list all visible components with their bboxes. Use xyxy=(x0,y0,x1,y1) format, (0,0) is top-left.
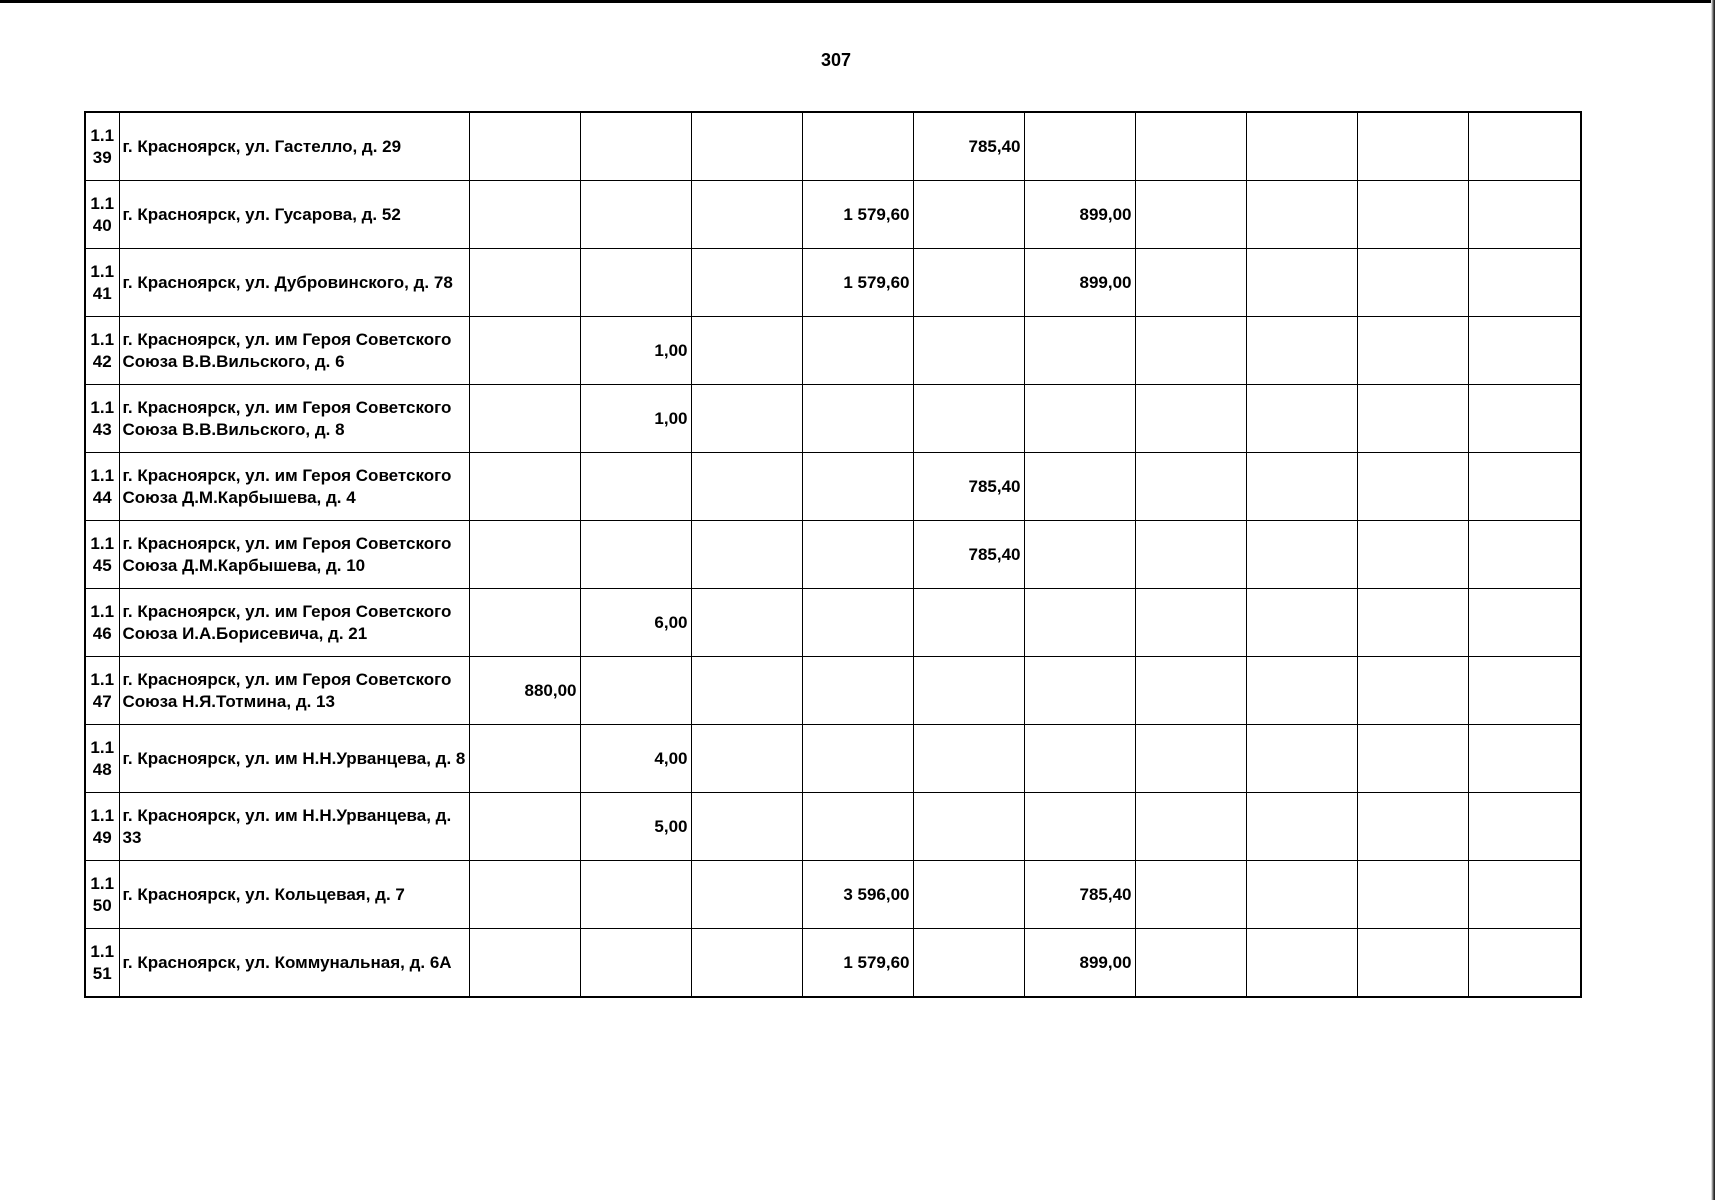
value-cell-col-1 xyxy=(469,249,580,317)
value-cell-col-10 xyxy=(1468,181,1581,249)
value-cell-col-6 xyxy=(1024,657,1135,725)
table-row xyxy=(85,112,1581,181)
value-cell-col-3 xyxy=(691,725,802,793)
scan-edge-right xyxy=(1711,0,1715,1200)
address-cell: г. Красноярск, ул. Гастелло, д. 29 xyxy=(119,112,469,181)
table-row xyxy=(85,657,1581,725)
value-cell-col-4: 3 596,00 xyxy=(802,861,913,929)
value-cell-col-6 xyxy=(1024,793,1135,861)
scan-edge-top xyxy=(0,0,1715,3)
value-cell-col-3 xyxy=(691,181,802,249)
table-row xyxy=(85,453,1581,521)
value-cell-col-1 xyxy=(469,589,580,657)
value-cell-col-7 xyxy=(1135,249,1246,317)
table-row xyxy=(85,249,1581,317)
value-cell-col-8 xyxy=(1246,929,1357,998)
row-number-cell: 1.1 41 xyxy=(85,249,119,317)
value-cell-col-10 xyxy=(1468,861,1581,929)
value-cell-col-8 xyxy=(1246,385,1357,453)
value-cell-col-1 xyxy=(469,861,580,929)
table-row xyxy=(85,861,1581,929)
value-cell-col-6 xyxy=(1024,521,1135,589)
value-cell-col-7 xyxy=(1135,112,1246,181)
value-cell-col-4 xyxy=(802,589,913,657)
value-cell-col-5 xyxy=(913,929,1024,998)
value-cell-col-3 xyxy=(691,793,802,861)
value-cell-col-5 xyxy=(913,385,1024,453)
value-cell-col-5 xyxy=(913,657,1024,725)
value-cell-col-7 xyxy=(1135,861,1246,929)
value-cell-col-6: 899,00 xyxy=(1024,929,1135,998)
value-cell-col-8 xyxy=(1246,521,1357,589)
row-number-cell: 1.1 43 xyxy=(85,385,119,453)
value-cell-col-3 xyxy=(691,385,802,453)
value-cell-col-5 xyxy=(913,861,1024,929)
value-cell-col-1 xyxy=(469,181,580,249)
value-cell-col-2 xyxy=(580,453,691,521)
value-cell-col-4: 1 579,60 xyxy=(802,249,913,317)
value-cell-col-3 xyxy=(691,861,802,929)
address-cell: г. Красноярск, ул. им Героя Советского Союза И.А.Борисевича, д. 21 xyxy=(119,589,469,657)
value-cell-col-2 xyxy=(580,657,691,725)
table-row xyxy=(85,521,1581,589)
value-cell-col-7 xyxy=(1135,725,1246,793)
value-cell-col-2 xyxy=(580,181,691,249)
value-cell-col-7 xyxy=(1135,385,1246,453)
row-number-cell: 1.1 40 xyxy=(85,181,119,249)
value-cell-col-10 xyxy=(1468,521,1581,589)
value-cell-col-10 xyxy=(1468,385,1581,453)
value-cell-col-8 xyxy=(1246,112,1357,181)
value-cell-col-6: 899,00 xyxy=(1024,249,1135,317)
value-cell-col-2 xyxy=(580,929,691,998)
value-cell-col-8 xyxy=(1246,181,1357,249)
value-cell-col-6 xyxy=(1024,453,1135,521)
value-cell-col-9 xyxy=(1357,249,1468,317)
value-cell-col-1 xyxy=(469,725,580,793)
value-cell-col-8 xyxy=(1246,453,1357,521)
value-cell-col-1 xyxy=(469,929,580,998)
table-row xyxy=(85,181,1581,249)
value-cell-col-5 xyxy=(913,589,1024,657)
value-cell-col-3 xyxy=(691,929,802,998)
value-cell-col-7 xyxy=(1135,657,1246,725)
row-number-cell: 1.1 45 xyxy=(85,521,119,589)
value-cell-col-6 xyxy=(1024,589,1135,657)
value-cell-col-5: 785,40 xyxy=(913,112,1024,181)
value-cell-col-7 xyxy=(1135,317,1246,385)
address-cell: г. Красноярск, ул. Кольцевая, д. 7 xyxy=(119,861,469,929)
value-cell-col-5: 785,40 xyxy=(913,521,1024,589)
value-cell-col-2: 4,00 xyxy=(580,725,691,793)
value-cell-col-4 xyxy=(802,317,913,385)
value-cell-col-8 xyxy=(1246,589,1357,657)
value-cell-col-7 xyxy=(1135,929,1246,998)
row-number-cell: 1.1 39 xyxy=(85,112,119,181)
address-cell: г. Красноярск, ул. им Героя Советского Союза В.В.Вильского, д. 6 xyxy=(119,317,469,385)
table-row xyxy=(85,929,1581,998)
table-row xyxy=(85,385,1581,453)
row-number-cell: 1.1 47 xyxy=(85,657,119,725)
value-cell-col-10 xyxy=(1468,453,1581,521)
value-cell-col-4 xyxy=(802,453,913,521)
value-cell-col-4 xyxy=(802,725,913,793)
value-cell-col-6 xyxy=(1024,385,1135,453)
value-cell-col-5 xyxy=(913,793,1024,861)
value-cell-col-4: 1 579,60 xyxy=(802,929,913,998)
value-cell-col-1 xyxy=(469,793,580,861)
value-cell-col-8 xyxy=(1246,249,1357,317)
value-cell-col-1 xyxy=(469,521,580,589)
table-row xyxy=(85,317,1581,385)
value-cell-col-5 xyxy=(913,725,1024,793)
row-number-cell: 1.1 44 xyxy=(85,453,119,521)
value-cell-col-7 xyxy=(1135,453,1246,521)
value-cell-col-10 xyxy=(1468,317,1581,385)
value-cell-col-10 xyxy=(1468,249,1581,317)
value-cell-col-10 xyxy=(1468,929,1581,998)
value-cell-col-9 xyxy=(1357,453,1468,521)
value-cell-col-4: 1 579,60 xyxy=(802,181,913,249)
value-cell-col-3 xyxy=(691,589,802,657)
row-number-cell: 1.1 51 xyxy=(85,929,119,998)
value-cell-col-9 xyxy=(1357,929,1468,998)
table-row xyxy=(85,793,1581,861)
page-number: 307 xyxy=(820,50,852,70)
value-cell-col-9 xyxy=(1357,861,1468,929)
address-cell: г. Красноярск, ул. Гусарова, д. 52 xyxy=(119,181,469,249)
address-cell: г. Красноярск, ул. им Н.Н.Урванцева, д. 8 xyxy=(119,725,469,793)
value-cell-col-2: 1,00 xyxy=(580,317,691,385)
address-cell: г. Красноярск, ул. им Н.Н.Урванцева, д. 33 xyxy=(119,793,469,861)
value-cell-col-7 xyxy=(1135,589,1246,657)
value-cell-col-3 xyxy=(691,657,802,725)
value-cell-col-8 xyxy=(1246,657,1357,725)
value-cell-col-1 xyxy=(469,317,580,385)
value-cell-col-3 xyxy=(691,453,802,521)
table-body xyxy=(85,112,1581,997)
value-cell-col-8 xyxy=(1246,861,1357,929)
value-cell-col-2: 5,00 xyxy=(580,793,691,861)
value-cell-col-3 xyxy=(691,521,802,589)
row-number-cell: 1.1 49 xyxy=(85,793,119,861)
value-cell-col-6 xyxy=(1024,317,1135,385)
value-cell-col-5 xyxy=(913,249,1024,317)
value-cell-col-4 xyxy=(802,385,913,453)
address-cell: г. Красноярск, ул. им Героя Советского Союза Д.М.Карбышева, д. 10 xyxy=(119,521,469,589)
row-number-cell: 1.1 48 xyxy=(85,725,119,793)
value-cell-col-10 xyxy=(1468,793,1581,861)
value-cell-col-6: 899,00 xyxy=(1024,181,1135,249)
value-cell-col-2 xyxy=(580,249,691,317)
value-cell-col-5: 785,40 xyxy=(913,453,1024,521)
value-cell-col-10 xyxy=(1468,112,1581,181)
value-cell-col-9 xyxy=(1357,725,1468,793)
value-cell-col-1 xyxy=(469,112,580,181)
address-cell: г. Красноярск, ул. Дубровинского, д. 78 xyxy=(119,249,469,317)
value-cell-col-1 xyxy=(469,453,580,521)
value-cell-col-4 xyxy=(802,521,913,589)
value-cell-col-6 xyxy=(1024,112,1135,181)
value-cell-col-7 xyxy=(1135,793,1246,861)
value-cell-col-2: 1,00 xyxy=(580,385,691,453)
value-cell-col-10 xyxy=(1468,657,1581,725)
value-cell-col-3 xyxy=(691,317,802,385)
data-table xyxy=(84,111,1582,998)
value-cell-col-9 xyxy=(1357,589,1468,657)
value-cell-col-6 xyxy=(1024,725,1135,793)
value-cell-col-7 xyxy=(1135,521,1246,589)
value-cell-col-10 xyxy=(1468,725,1581,793)
value-cell-col-1 xyxy=(469,385,580,453)
value-cell-col-2: 6,00 xyxy=(580,589,691,657)
value-cell-col-5 xyxy=(913,317,1024,385)
value-cell-col-4 xyxy=(802,793,913,861)
value-cell-col-2 xyxy=(580,521,691,589)
value-cell-col-8 xyxy=(1246,725,1357,793)
address-cell: г. Красноярск, ул. им Героя Советского Союза Д.М.Карбышева, д. 4 xyxy=(119,453,469,521)
value-cell-col-5 xyxy=(913,181,1024,249)
value-cell-col-9 xyxy=(1357,521,1468,589)
row-number-cell: 1.1 42 xyxy=(85,317,119,385)
value-cell-col-9 xyxy=(1357,657,1468,725)
value-cell-col-9 xyxy=(1357,181,1468,249)
value-cell-col-2 xyxy=(580,861,691,929)
address-cell: г. Красноярск, ул. им Героя Советского Союза Н.Я.Тотмина, д. 13 xyxy=(119,657,469,725)
value-cell-col-7 xyxy=(1135,181,1246,249)
value-cell-col-3 xyxy=(691,112,802,181)
value-cell-col-9 xyxy=(1357,112,1468,181)
row-number-cell: 1.1 50 xyxy=(85,861,119,929)
value-cell-col-6: 785,40 xyxy=(1024,861,1135,929)
value-cell-col-9 xyxy=(1357,793,1468,861)
value-cell-col-9 xyxy=(1357,317,1468,385)
value-cell-col-2 xyxy=(580,112,691,181)
row-number-cell: 1.1 46 xyxy=(85,589,119,657)
address-cell: г. Красноярск, ул. им Героя Советского Союза В.В.Вильского, д. 8 xyxy=(119,385,469,453)
value-cell-col-4 xyxy=(802,112,913,181)
value-cell-col-3 xyxy=(691,249,802,317)
address-cell: г. Красноярск, ул. Коммунальная, д. 6А xyxy=(119,929,469,998)
value-cell-col-8 xyxy=(1246,317,1357,385)
value-cell-col-1: 880,00 xyxy=(469,657,580,725)
table-row xyxy=(85,589,1581,657)
table-row xyxy=(85,725,1581,793)
value-cell-col-8 xyxy=(1246,793,1357,861)
value-cell-col-10 xyxy=(1468,589,1581,657)
value-cell-col-4 xyxy=(802,657,913,725)
value-cell-col-9 xyxy=(1357,385,1468,453)
